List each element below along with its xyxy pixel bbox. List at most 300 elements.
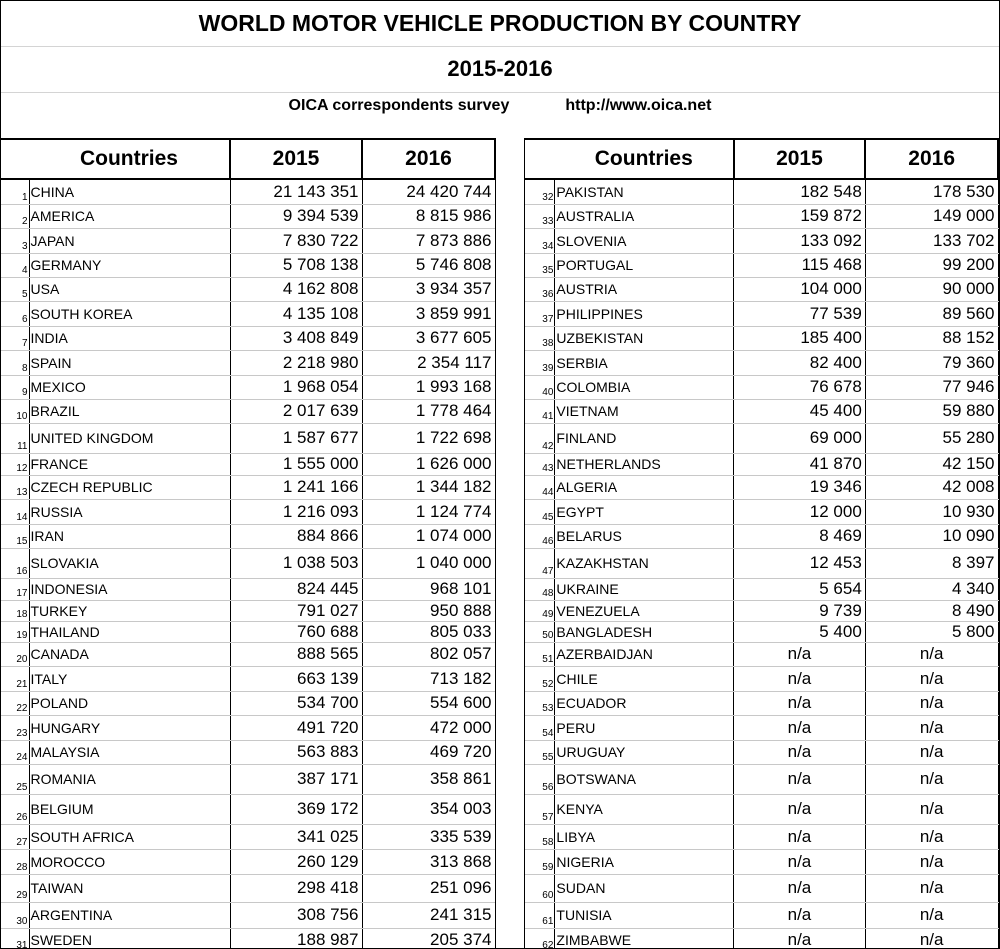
country-cell[interactable]: UKRAINE [555, 578, 734, 600]
country-cell[interactable]: SOUTH AFRICA [29, 824, 230, 849]
value-2015-cell[interactable]: 1 241 166 [230, 475, 362, 499]
value-2016-cell[interactable]: 10 930 [865, 499, 998, 524]
rank-cell: 21 [1, 666, 29, 691]
table-row [1, 642, 495, 666]
country-cell[interactable]: PHILIPPINES [555, 301, 734, 326]
rank-cell: 53 [525, 691, 555, 715]
country-cell[interactable]: BELGIUM [29, 794, 230, 824]
value-2016-cell[interactable]: 133 702 [865, 228, 998, 253]
country-cell[interactable]: INDIA [29, 326, 230, 350]
country-cell[interactable]: AZERBAIDJAN [555, 642, 734, 666]
country-cell[interactable]: LIBYA [555, 824, 734, 849]
rank-cell: 46 [525, 524, 555, 548]
country-cell[interactable]: SERBIA [555, 350, 734, 375]
rank-cell: 55 [525, 740, 555, 764]
rank-cell: 40 [525, 375, 555, 399]
table-row [525, 253, 998, 277]
value-2016-cell[interactable]: 251 096 [362, 874, 495, 902]
country-cell[interactable]: IRAN [29, 524, 230, 548]
value-2015-cell[interactable]: 5 654 [734, 578, 866, 600]
country-cell[interactable]: NIGERIA [555, 849, 734, 874]
value-2016-cell[interactable]: 1 074 000 [362, 524, 495, 548]
table-row [525, 794, 998, 824]
value-2016-cell[interactable]: 1 344 182 [362, 475, 495, 499]
rank-cell: 61 [525, 902, 555, 928]
table-row [525, 277, 998, 301]
value-2015-cell[interactable]: 8 469 [734, 524, 866, 548]
value-2016-cell[interactable]: 7 873 886 [362, 228, 495, 253]
table-row [1, 928, 495, 949]
page-title: WORLD MOTOR VEHICLE PRODUCTION BY COUNTRY [1, 1, 999, 47]
table-row [1, 228, 495, 253]
table-row [525, 423, 998, 453]
country-cell[interactable]: BOTSWANA [555, 764, 734, 794]
value-2015-cell[interactable]: n/a [734, 642, 866, 666]
value-2015-cell[interactable]: 182 548 [734, 179, 866, 204]
value-2016-cell[interactable]: 59 880 [865, 399, 998, 423]
rank-cell: 39 [525, 350, 555, 375]
rank-header [525, 139, 555, 179]
country-cell[interactable]: BANGLADESH [555, 621, 734, 642]
rank-cell: 30 [1, 902, 29, 928]
value-2015-cell[interactable]: n/a [734, 740, 866, 764]
country-cell[interactable]: ALGERIA [555, 475, 734, 499]
value-2016-cell[interactable]: 802 057 [362, 642, 495, 666]
value-2015-cell[interactable]: 12 453 [734, 548, 866, 578]
rank-cell: 16 [1, 548, 29, 578]
value-2015-cell[interactable]: 3 408 849 [230, 326, 362, 350]
country-cell[interactable]: KENYA [555, 794, 734, 824]
country-cell[interactable]: SOUTH KOREA [29, 301, 230, 326]
country-cell[interactable]: SPAIN [29, 350, 230, 375]
country-cell[interactable]: BRAZIL [29, 399, 230, 423]
table-row [525, 621, 998, 642]
value-2015-cell[interactable]: 884 866 [230, 524, 362, 548]
value-2016-cell[interactable]: 313 868 [362, 849, 495, 874]
rank-cell: 10 [1, 399, 29, 423]
rank-cell: 26 [1, 794, 29, 824]
value-2016-cell[interactable]: 713 182 [362, 666, 495, 691]
value-2015-cell[interactable]: 534 700 [230, 691, 362, 715]
table-row [1, 902, 495, 928]
table-row [525, 824, 998, 849]
value-2015-cell[interactable]: 115 468 [734, 253, 866, 277]
value-2015-cell[interactable]: 4 162 808 [230, 277, 362, 301]
country-cell[interactable]: UZBEKISTAN [555, 326, 734, 350]
country-cell[interactable]: BELARUS [555, 524, 734, 548]
rank-cell: 56 [525, 764, 555, 794]
rank-cell: 41 [525, 399, 555, 423]
value-2015-cell[interactable]: 663 139 [230, 666, 362, 691]
table-row [525, 350, 998, 375]
country-cell[interactable]: INDONESIA [29, 578, 230, 600]
value-2016-cell[interactable]: 1 626 000 [362, 453, 495, 475]
country-cell[interactable]: RUSSIA [29, 499, 230, 524]
country-cell[interactable]: ITALY [29, 666, 230, 691]
value-2016-cell[interactable]: n/a [865, 902, 998, 928]
value-2015-cell[interactable]: 1 968 054 [230, 375, 362, 399]
value-2016-cell[interactable]: 1 124 774 [362, 499, 495, 524]
value-2016-cell[interactable]: 42 150 [865, 453, 998, 475]
table-row [1, 204, 495, 228]
value-2015-cell[interactable]: 77 539 [734, 301, 866, 326]
value-2016-cell[interactable]: n/a [865, 764, 998, 794]
country-cell[interactable]: AUSTRALIA [555, 204, 734, 228]
value-2015-cell[interactable]: n/a [734, 902, 866, 928]
table-row [525, 228, 998, 253]
rank-cell: 57 [525, 794, 555, 824]
table-row [525, 524, 998, 548]
value-2015-cell[interactable]: n/a [734, 874, 866, 902]
table-row [1, 423, 495, 453]
rank-cell: 13 [1, 475, 29, 499]
country-cell[interactable]: URUGUAY [555, 740, 734, 764]
value-2015-cell[interactable]: 9 394 539 [230, 204, 362, 228]
table-body-right [525, 179, 998, 949]
country-cell[interactable]: CANADA [29, 642, 230, 666]
value-2015-cell[interactable]: 298 418 [230, 874, 362, 902]
value-2016-cell[interactable]: 3 934 357 [362, 277, 495, 301]
table-row [525, 499, 998, 524]
value-2015-cell[interactable]: 19 346 [734, 475, 866, 499]
value-2015-cell[interactable]: 341 025 [230, 824, 362, 849]
table-header-row [525, 139, 998, 179]
value-2016-cell[interactable]: 8 490 [865, 600, 998, 621]
country-cell[interactable]: AMERICA [29, 204, 230, 228]
table-row [525, 301, 998, 326]
value-2015-cell[interactable]: 41 870 [734, 453, 866, 475]
value-2015-cell[interactable]: 9 739 [734, 600, 866, 621]
rank-cell: 5 [1, 277, 29, 301]
rank-cell: 11 [1, 423, 29, 453]
table-row [1, 621, 495, 642]
country-cell[interactable]: CHINA [29, 179, 230, 204]
value-2015-cell[interactable]: 21 143 351 [230, 179, 362, 204]
value-2016-cell[interactable]: 805 033 [362, 621, 495, 642]
table-row [525, 691, 998, 715]
rank-cell: 24 [1, 740, 29, 764]
country-cell[interactable]: SLOVENIA [555, 228, 734, 253]
table-row [1, 350, 495, 375]
value-2015-cell[interactable]: n/a [734, 794, 866, 824]
source-url-link[interactable]: http://www.oica.net [565, 96, 712, 114]
value-2016-cell[interactable]: 8 397 [865, 548, 998, 578]
value-2015-cell[interactable]: n/a [734, 764, 866, 794]
value-2015-cell[interactable]: 76 678 [734, 375, 866, 399]
country-cell[interactable]: AUSTRIA [555, 277, 734, 301]
value-2016-cell[interactable]: 241 315 [362, 902, 495, 928]
rank-cell: 19 [1, 621, 29, 642]
country-cell[interactable]: CHILE [555, 666, 734, 691]
country-cell[interactable]: SUDAN [555, 874, 734, 902]
table-row [1, 824, 495, 849]
country-cell[interactable]: POLAND [29, 691, 230, 715]
value-2016-cell[interactable]: 4 340 [865, 578, 998, 600]
table-row [1, 715, 495, 740]
table-row [1, 874, 495, 902]
table-row [525, 375, 998, 399]
rank-cell: 52 [525, 666, 555, 691]
value-2015-cell[interactable]: 2 017 639 [230, 399, 362, 423]
value-2015-cell[interactable]: 791 027 [230, 600, 362, 621]
rank-cell: 44 [525, 475, 555, 499]
country-cell[interactable]: JAPAN [29, 228, 230, 253]
value-2015-cell[interactable]: 1 038 503 [230, 548, 362, 578]
value-2015-cell[interactable]: 159 872 [734, 204, 866, 228]
rank-cell: 15 [1, 524, 29, 548]
table-row [1, 301, 495, 326]
country-cell[interactable]: TURKEY [29, 600, 230, 621]
countries-header: Countries [555, 139, 734, 179]
value-2016-cell[interactable]: 205 374 [362, 928, 495, 949]
value-2015-cell[interactable]: n/a [734, 715, 866, 740]
country-cell[interactable]: USA [29, 277, 230, 301]
column-gap [495, 138, 525, 949]
rank-cell: 45 [525, 499, 555, 524]
table-row [1, 600, 495, 621]
value-2016-cell[interactable]: 89 560 [865, 301, 998, 326]
value-2015-cell[interactable]: n/a [734, 824, 866, 849]
table-row [1, 277, 495, 301]
rank-cell: 22 [1, 691, 29, 715]
table-row [1, 453, 495, 475]
value-2015-cell[interactable]: 45 400 [734, 399, 866, 423]
rank-header [1, 139, 29, 179]
rank-cell: 29 [1, 874, 29, 902]
table-row [525, 849, 998, 874]
country-cell[interactable]: VIETNAM [555, 399, 734, 423]
value-2016-cell[interactable]: 3 677 605 [362, 326, 495, 350]
rank-cell: 54 [525, 715, 555, 740]
country-cell[interactable]: NETHERLANDS [555, 453, 734, 475]
rank-cell: 4 [1, 253, 29, 277]
country-cell[interactable]: ECUADOR [555, 691, 734, 715]
country-cell[interactable]: FINLAND [555, 423, 734, 453]
country-cell[interactable]: PERU [555, 715, 734, 740]
rank-cell: 35 [525, 253, 555, 277]
value-2015-cell[interactable]: 563 883 [230, 740, 362, 764]
value-2015-cell[interactable]: 2 218 980 [230, 350, 362, 375]
country-cell[interactable]: THAILAND [29, 621, 230, 642]
table-row [525, 740, 998, 764]
value-2016-cell[interactable]: n/a [865, 666, 998, 691]
value-2016-cell[interactable]: n/a [865, 824, 998, 849]
table-header-row [1, 139, 495, 179]
countries-header: Countries [29, 139, 230, 179]
value-2016-cell[interactable]: 335 539 [362, 824, 495, 849]
rank-cell: 12 [1, 453, 29, 475]
value-2015-cell[interactable]: 4 135 108 [230, 301, 362, 326]
value-2015-cell[interactable]: 188 987 [230, 928, 362, 949]
table-row [525, 179, 998, 204]
country-cell[interactable]: GERMANY [29, 253, 230, 277]
value-2015-cell[interactable]: 387 171 [230, 764, 362, 794]
value-2016-cell[interactable]: n/a [865, 928, 998, 949]
value-2016-cell[interactable]: 1 778 464 [362, 399, 495, 423]
table-row [525, 548, 998, 578]
year-2015-header: 2015 [230, 139, 362, 179]
value-2016-cell[interactable]: 10 090 [865, 524, 998, 548]
value-2016-cell[interactable]: 42 008 [865, 475, 998, 499]
rank-cell: 25 [1, 764, 29, 794]
country-cell[interactable]: UNITED KINGDOM [29, 423, 230, 453]
value-2015-cell[interactable]: n/a [734, 666, 866, 691]
country-cell[interactable]: ZIMBABWE [555, 928, 734, 949]
rank-cell: 27 [1, 824, 29, 849]
rank-cell: 23 [1, 715, 29, 740]
country-cell[interactable]: MOROCCO [29, 849, 230, 874]
rank-cell: 33 [525, 204, 555, 228]
rank-cell: 50 [525, 621, 555, 642]
rank-cell: 47 [525, 548, 555, 578]
value-2015-cell[interactable]: 1 587 677 [230, 423, 362, 453]
table-row [525, 204, 998, 228]
table-row [525, 326, 998, 350]
value-2016-cell[interactable]: 2 354 117 [362, 350, 495, 375]
rank-cell: 1 [1, 179, 29, 204]
value-2015-cell[interactable]: 1 555 000 [230, 453, 362, 475]
table-row [525, 715, 998, 740]
country-cell[interactable]: SWEDEN [29, 928, 230, 949]
country-cell[interactable]: SLOVAKIA [29, 548, 230, 578]
country-cell[interactable]: TAIWAN [29, 874, 230, 902]
value-2015-cell[interactable]: 133 092 [734, 228, 866, 253]
table-row [1, 740, 495, 764]
rank-cell: 38 [525, 326, 555, 350]
value-2016-cell[interactable]: 968 101 [362, 578, 495, 600]
country-cell[interactable]: KAZAKHSTAN [555, 548, 734, 578]
rank-cell: 9 [1, 375, 29, 399]
period-subtitle: 2015-2016 [1, 46, 999, 93]
country-cell[interactable]: TUNISIA [555, 902, 734, 928]
value-2015-cell[interactable]: 824 445 [230, 578, 362, 600]
country-cell[interactable]: MEXICO [29, 375, 230, 399]
value-2016-cell[interactable]: 5 800 [865, 621, 998, 642]
value-2016-cell[interactable]: 950 888 [362, 600, 495, 621]
value-2015-cell[interactable]: 491 720 [230, 715, 362, 740]
value-2015-cell[interactable]: 760 688 [230, 621, 362, 642]
value-2015-cell[interactable]: 104 000 [734, 277, 866, 301]
rank-cell: 32 [525, 179, 555, 204]
value-2016-cell[interactable]: 178 530 [865, 179, 998, 204]
value-2015-cell[interactable]: 308 756 [230, 902, 362, 928]
value-2016-cell[interactable]: 77 946 [865, 375, 998, 399]
table-row [1, 764, 495, 794]
table-row [1, 548, 495, 578]
value-2016-cell[interactable]: 1 040 000 [362, 548, 495, 578]
table-row [525, 642, 998, 666]
rank-cell: 28 [1, 849, 29, 874]
value-2016-cell[interactable]: 1 722 698 [362, 423, 495, 453]
country-cell[interactable]: PORTUGAL [555, 253, 734, 277]
value-2016-cell[interactable]: n/a [865, 849, 998, 874]
value-2016-cell[interactable]: n/a [865, 794, 998, 824]
country-cell[interactable]: EGYPT [555, 499, 734, 524]
country-cell[interactable]: ROMANIA [29, 764, 230, 794]
value-2015-cell[interactable]: n/a [734, 691, 866, 715]
value-2015-cell[interactable]: n/a [734, 849, 866, 874]
value-2015-cell[interactable]: 7 830 722 [230, 228, 362, 253]
value-2015-cell[interactable]: 5 400 [734, 621, 866, 642]
rank-cell: 2 [1, 204, 29, 228]
table-row [525, 902, 998, 928]
country-cell[interactable]: HUNGARY [29, 715, 230, 740]
value-2016-cell[interactable]: 79 360 [865, 350, 998, 375]
value-2015-cell[interactable]: 69 000 [734, 423, 866, 453]
rank-cell: 58 [525, 824, 555, 849]
country-cell[interactable]: FRANCE [29, 453, 230, 475]
value-2016-cell[interactable]: n/a [865, 715, 998, 740]
table-row [1, 253, 495, 277]
rank-cell: 20 [1, 642, 29, 666]
value-2016-cell[interactable]: n/a [865, 874, 998, 902]
value-2015-cell[interactable]: 185 400 [734, 326, 866, 350]
country-cell[interactable]: VENEZUELA [555, 600, 734, 621]
value-2016-cell[interactable]: 554 600 [362, 691, 495, 715]
value-2015-cell[interactable]: 260 129 [230, 849, 362, 874]
table-body-left [1, 179, 495, 949]
value-2016-cell[interactable]: 90 000 [865, 277, 998, 301]
country-cell[interactable]: COLOMBIA [555, 375, 734, 399]
value-2016-cell[interactable]: 358 861 [362, 764, 495, 794]
value-2016-cell[interactable]: 469 720 [362, 740, 495, 764]
country-cell[interactable]: MALAYSIA [29, 740, 230, 764]
value-2015-cell[interactable]: 1 216 093 [230, 499, 362, 524]
value-2016-cell[interactable]: 55 280 [865, 423, 998, 453]
rank-cell: 43 [525, 453, 555, 475]
value-2015-cell[interactable]: n/a [734, 928, 866, 949]
value-2015-cell[interactable]: 888 565 [230, 642, 362, 666]
value-2016-cell[interactable]: 5 746 808 [362, 253, 495, 277]
rank-cell: 60 [525, 874, 555, 902]
table-row [1, 849, 495, 874]
rank-cell: 17 [1, 578, 29, 600]
value-2016-cell[interactable]: n/a [865, 691, 998, 715]
value-2016-cell[interactable]: 354 003 [362, 794, 495, 824]
country-cell[interactable]: PAKISTAN [555, 179, 734, 204]
rank-cell: 37 [525, 301, 555, 326]
value-2016-cell[interactable]: 24 420 744 [362, 179, 495, 204]
value-2016-cell[interactable]: n/a [865, 740, 998, 764]
rank-cell: 62 [525, 928, 555, 949]
country-cell[interactable]: ARGENTINA [29, 902, 230, 928]
value-2016-cell[interactable]: 472 000 [362, 715, 495, 740]
country-cell[interactable]: CZECH REPUBLIC [29, 475, 230, 499]
rank-cell: 14 [1, 499, 29, 524]
table-row [525, 475, 998, 499]
table-row [1, 794, 495, 824]
value-2015-cell[interactable]: 12 000 [734, 499, 866, 524]
rank-cell: 51 [525, 642, 555, 666]
value-2016-cell[interactable]: 99 200 [865, 253, 998, 277]
value-2016-cell[interactable]: 3 859 991 [362, 301, 495, 326]
rank-cell: 49 [525, 600, 555, 621]
value-2016-cell[interactable]: 149 000 [865, 204, 998, 228]
table-row [1, 326, 495, 350]
table-row [1, 666, 495, 691]
value-2015-cell[interactable]: 5 708 138 [230, 253, 362, 277]
value-2015-cell[interactable]: 82 400 [734, 350, 866, 375]
table-row [525, 600, 998, 621]
rank-cell: 36 [525, 277, 555, 301]
rank-cell: 34 [525, 228, 555, 253]
value-2016-cell[interactable]: 8 815 986 [362, 204, 495, 228]
table-row [525, 764, 998, 794]
value-2016-cell[interactable]: 88 152 [865, 326, 998, 350]
value-2016-cell[interactable]: 1 993 168 [362, 375, 495, 399]
value-2016-cell[interactable]: n/a [865, 642, 998, 666]
value-2015-cell[interactable]: 369 172 [230, 794, 362, 824]
